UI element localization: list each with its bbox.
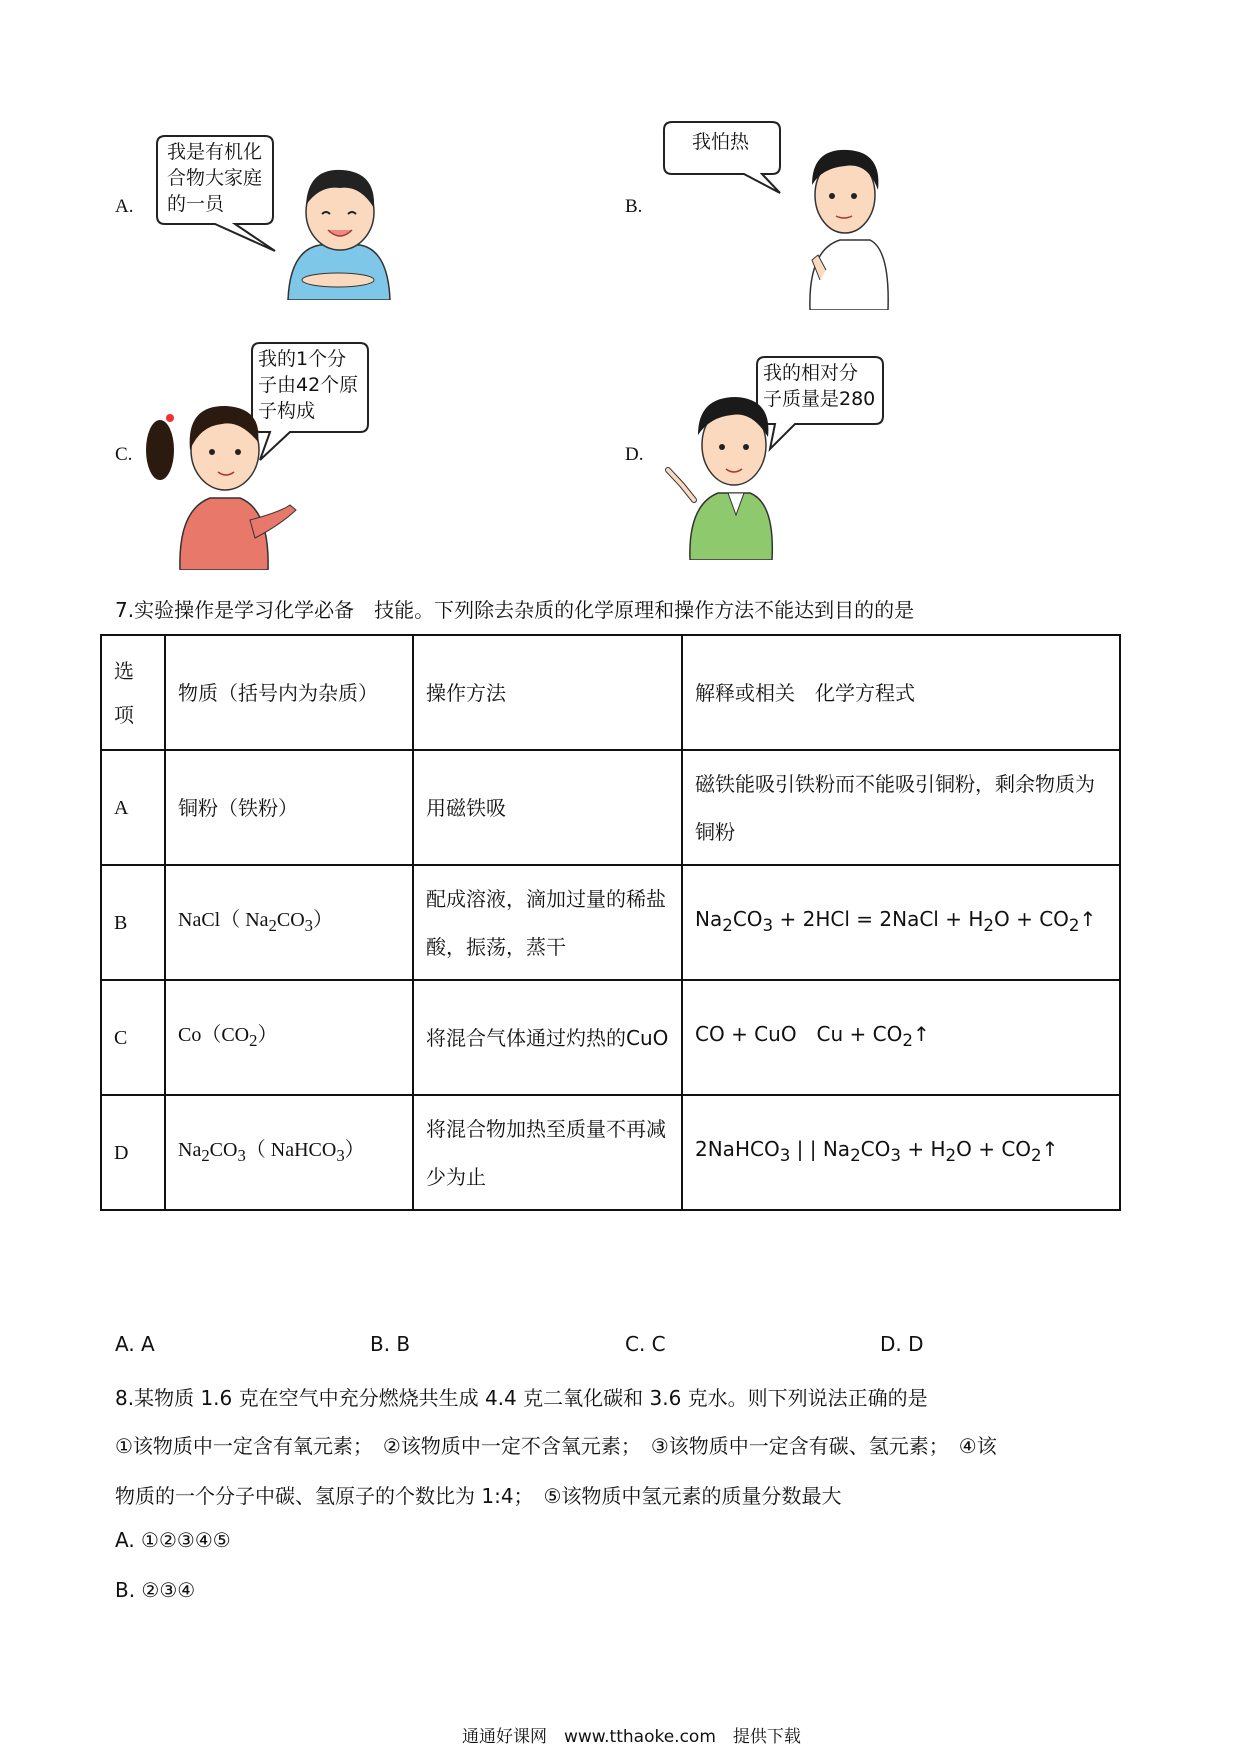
q8-statements-line-1: ①该物质中一定含有氧元素； ②该物质中一定不含氧元素； ③该物质中一定含有碳、氢元素； ④该 <box>115 1434 997 1458</box>
boy-a-illustration <box>280 150 395 300</box>
row-b-option: B <box>101 865 165 980</box>
bubble-c-line-1: 我的1个分 <box>258 348 347 370</box>
header-method: 操作方法 <box>413 635 682 750</box>
bubble-d-line-2: 子质量是280 <box>763 388 876 410</box>
row-a-substance: 铜粉（铁粉） <box>165 750 413 865</box>
q7-answer-d: D. D <box>880 1332 924 1356</box>
header-substance: 物质（括号内为杂质） <box>165 635 413 750</box>
table-row <box>101 865 1120 980</box>
row-c-equation: CO + CuO $Cu + CO_2↑$ <box>682 980 1120 1095</box>
bubble-a-line-2: 合物大家庭 <box>167 167 263 189</box>
bubble-c-line-3: 子构成 <box>258 400 316 422</box>
row-d-equation: 2NaHCO$_3$ | | $Na_2CO_3 + H_2O$ + $CO_2↑$ <box>682 1095 1120 1210</box>
q8-option-b: B. ②③④ <box>115 1578 196 1602</box>
row-b-equation: $Na_2CO_3 + 2HCl$ = 2NaCl + $H_2O$ + $CO_2↑$ <box>682 865 1120 980</box>
row-c-option: C <box>101 980 165 1095</box>
q7-stem: 7.实验操作是学习化学必备 技能。下列除去杂质的化学原理和操作方法不能达到目的的是 <box>115 598 915 622</box>
table-row <box>101 1095 1120 1210</box>
row-b-method: 配成溶液，滴加过量的稀盐酸，振荡，蒸干 <box>413 865 682 980</box>
q7-answer-b: B. B <box>370 1332 411 1356</box>
bubble-b-line-1: 我怕热 <box>692 131 750 153</box>
q8-stem: 8.某物质 1.6 克在空气中充分燃烧共生成 4.4 克二氧化碳和 3.6 克水。则下列说法正确的是 <box>115 1386 928 1410</box>
row-d-method: 将混合物加热至质量不再减少为止 <box>413 1095 682 1210</box>
header-explain: 解释或相关 化学方程式 <box>682 635 1120 750</box>
bubble-a-line-3: 的一员 <box>167 193 225 215</box>
q6-option-d-label: D. <box>625 444 644 465</box>
speech-bubble-b <box>662 119 782 199</box>
bubble-a-line-1: 我是有机化 <box>167 141 263 163</box>
bubble-c-line-2: 子由42个原 <box>258 374 359 396</box>
boy-b-illustration <box>790 130 900 310</box>
row-c-substance: $Co(CO_2)$ <box>165 980 413 1095</box>
q7-table <box>100 634 1121 1211</box>
table-header-row <box>101 635 1120 750</box>
q8-option-a: A. ①②③④⑤ <box>115 1528 231 1552</box>
q7-answer-c: C. C <box>625 1332 666 1356</box>
q6-option-a-label: A. <box>115 196 134 217</box>
girl-c-illustration <box>140 380 300 570</box>
bubble-d-line-1: 我的相对分 <box>763 362 859 384</box>
page-footer: 通通好课网 www.tthaoke.com 提供下载 <box>462 1727 801 1747</box>
q7-answer-a: A. A <box>115 1332 155 1356</box>
table-row <box>101 980 1120 1095</box>
row-b-substance: NaCl（ $Na_2CO_3$） <box>165 865 413 980</box>
row-a-method: 用磁铁吸 <box>413 750 682 865</box>
row-d-option: D <box>101 1095 165 1210</box>
q6-option-c-label: C. <box>115 444 133 465</box>
table-row <box>101 750 1120 865</box>
row-c-method: 将混合气体通过灼热的CuO <box>413 980 682 1095</box>
row-a-option: A <box>101 750 165 865</box>
row-a-explain: 磁铁能吸引铁粉而不能吸引铜粉，剩余物质为铜粉 <box>682 750 1120 865</box>
speech-bubble-a <box>155 133 275 253</box>
row-d-substance: $Na_2CO_3$（ NaHCO$_3$） <box>165 1095 413 1210</box>
q8-statements-line-2: 物质的一个分子中碳、氢原子的个数比为 1:4； ⑤该物质中氢元素的质量分数最大 <box>115 1484 842 1508</box>
q6-option-b-label: B. <box>625 196 643 217</box>
header-option: 选项 <box>101 635 165 750</box>
boy-d-illustration <box>660 375 780 560</box>
